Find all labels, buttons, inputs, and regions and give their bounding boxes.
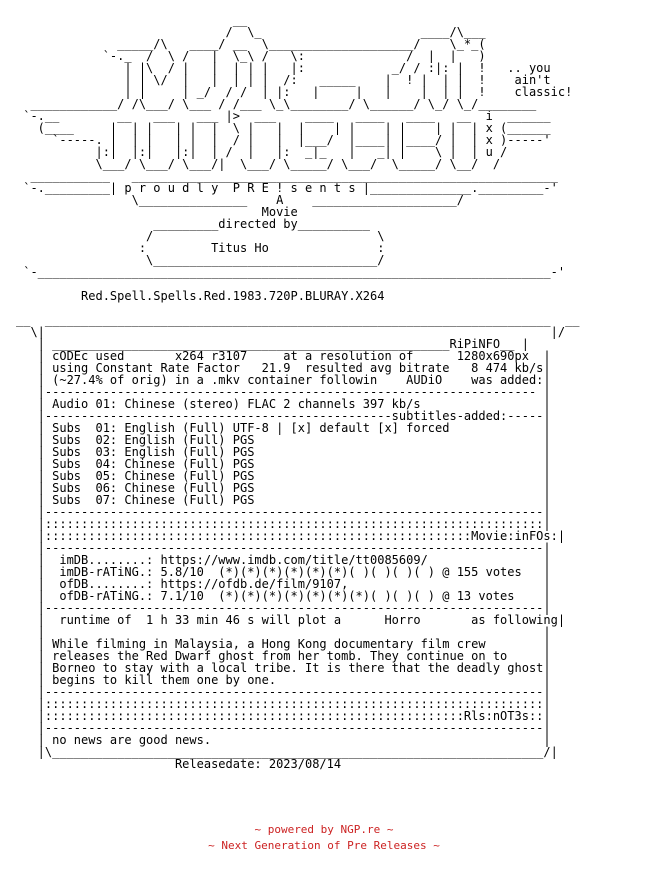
footer-credits: [0, 822, 648, 854]
nfo-ascii-art-document: __ / \_ ____/\___ _____/\ ____/ __ \____________________/ \_*_( `-._ / \ / | \_\ / \: / | | ) | |\ / | | | | | |: _/ / :|: | ! .. you | | \/ | | | | | /: _____ | ! | | | ! ain't | | | _/ / / | |: | | | | | | ! classic! ____________/ /\___/ \___ / /___ \_\________/ \______/ \_/ \_/________ `-.__ __ ___ ___ |> ___ ____ ____ ____ __ i ______ (____ | | | | | | \ | | | | | | | | | | x (______ `-----. | | | | | | / | | |___/ |____| |____/ | | x )-----' |:| |:| |:| | / | |: _|_ | _| | \ | | u / \___/ \___/ \___/| \___/ \_____/ \___/ \_____/ \__/ / ___________ ___________________________________________________________ `-._________| p r o u d l y P R E ! s e n t s |______________._________-' \_______________ A ____________________/ Movie _________directed by__________ / \ : Titus Ho : \_______________________________/ `-_______________________________________________________________________-' Red.Spell.Spells.Red.1983.720P.BLURAY.X264 __ ______________________________________________________________________ __ \| |/ | _______________________________________________________RiPiNFO__ | | cODEc used x264 r3107 at a resolution of 1280x690px | | using Constant Rate Factor 21.9 resulted avg bitrate 8 474 kb/s| | (~27.4% of orig) in a .mkv container followin AUDiO was added:| |-------------------------------------------------------------------- | | Audio 01: Chinese (stereo) FLAC 2 channels 397 kb/s | |------------------------------------------------subtitles-added:-----| | Subs 01: English (Full) UTF-8 | [x] default [x] forced | | Subs 02: English (Full) PGS | | Subs 03: English (Full) PGS | | Subs 04: Chinese (Full) PGS | | Subs 05: Chinese (Full) PGS | | Subs 06: Chinese (Full) PGS | | Subs 07: Chinese (Full) PGS | |---------------------------------------------------------------------| |:::::::::::::::::::::::::::::::::::::::::::::::::::::::::::::::::::::| |:::::::::::::::::::::::::::::::::::::::::::::::::::::::::::Movie:inFOs:| |---------------------------------------------------------------------| | imDB........: https://www.imdb.com/title/tt0085609/ | | imDB-rATiNG.: 5.8/10 (*)(*)(*)(*)(*)(*)( )( )( )( ) @ 155 votes | | ofDB........: https://ofdb.de/film/9107, | | ofDB-rATiNG.: 7.1/10 (*)(*)(*)(*)(*)(*)(*)( )( )( ) @ 13 votes | |---------------------------------------------------------------------| | runtime of 1 h 33 min 46 s will plot a Horro as following| | | | While filming in Malaysia, a Hong Kong documentary film crew | | releases the Red Dwarf ghost from her tomb. They continue on to | | Borneo to stay with a local tribe. It is there that the deadly ghost| | begins to kill them one by one. | |---------------------------------------------------------------------| |:::::::::::::::::::::::::::::::::::::::::::::::::::::::::::::::::::::| |::::::::::::::::::::::::::::::::::::::::::::::::::::::::::Rls:nOT3s::| |---------------------------------------------------------------------| | no news are good news. | |\____________________________________________________________________/| Releasedate: 2023/08/14: [16, 13, 580, 771]
powered-by-line: ~ powered by NGP.re ~: [254, 823, 394, 836]
tagline: ~ Next Generation of Pre Releases ~: [208, 839, 440, 852]
